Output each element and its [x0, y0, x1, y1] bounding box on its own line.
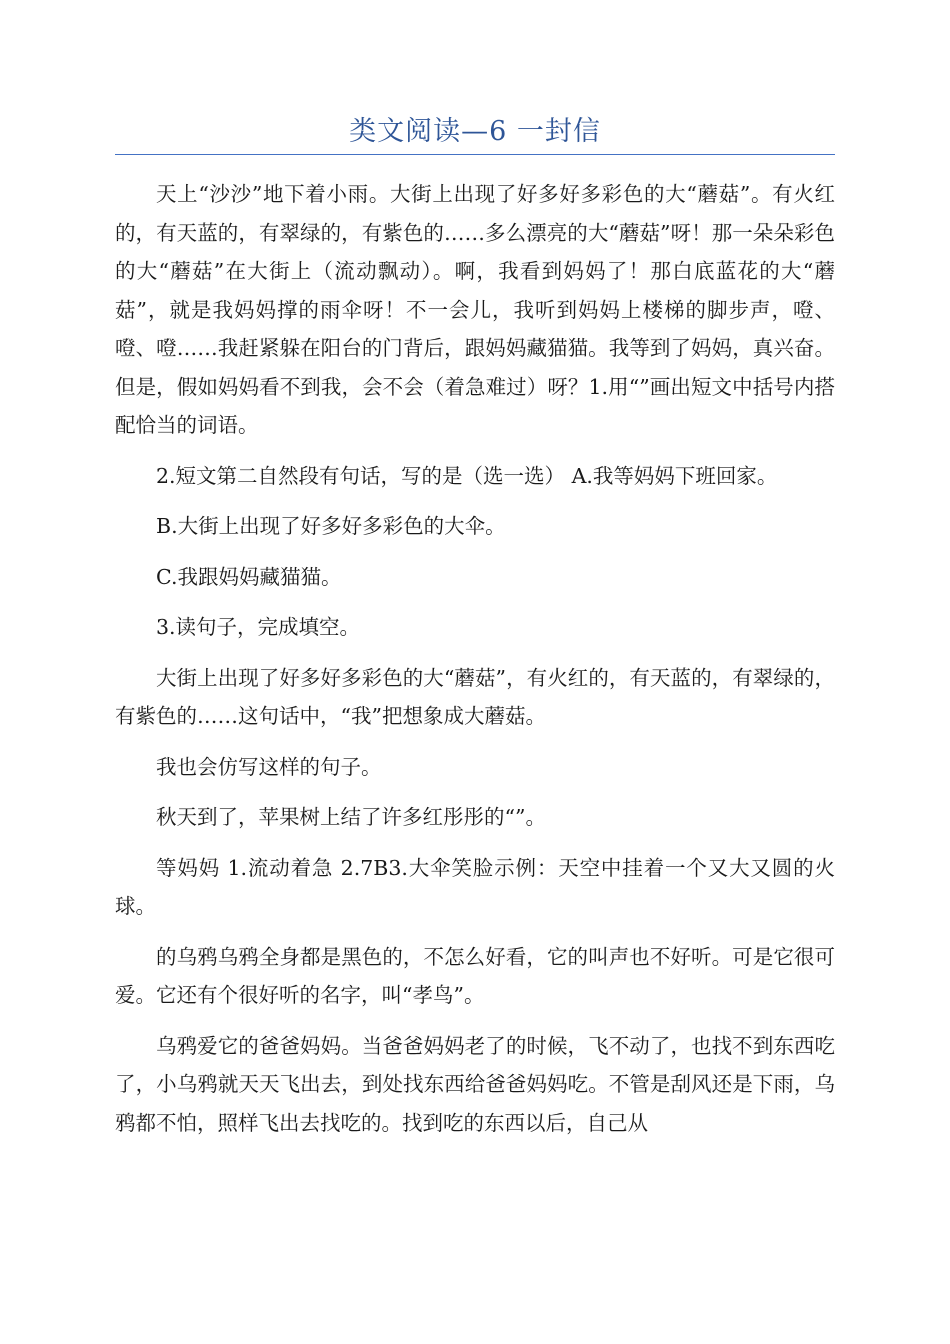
paragraph-answers: 等妈妈 1.流动着急 2.7B3.大伞笑脸示例：天空中挂着一个又大又圆的火球。 — [115, 855, 835, 918]
document-title: 类文阅读—6 一封信 — [349, 116, 601, 147]
paragraph-imitate: 我也会仿写这样的句子。 — [156, 754, 382, 779]
paragraph-crow-story: 乌鸦爱它的爸爸妈妈。当爸爸妈妈老了的时候，飞不动了，也找不到东西吃了，小乌鸦就天天飞出去，到处找东西给爸爸妈妈吃。不管是刮风还是下雨，乌鸦都不怕，照样飞出去找吃的。找到吃的东西以后，自己从 — [115, 1033, 835, 1135]
paragraph-question-3: 3.读句子，完成填空。 — [156, 615, 361, 639]
title-underline — [115, 154, 835, 155]
paragraph-question-2: 2.短文第二自然段有句话，写的是（选一选） A.我等妈妈下班回家。 — [156, 463, 778, 488]
paragraph-option-c: C.我跟妈妈藏猫猫。 — [156, 564, 342, 589]
document-body — [115, 175, 835, 1154]
paragraph-crow-intro: 的乌鸦乌鸦全身都是黑色的，不怎么好看，它的叫声也不好听。可是它很可爱。它还有个很好听的名字，叫“孝鸟”。 — [115, 944, 835, 1007]
paragraph-autumn: 秋天到了，苹果树上结了许多红彤彤的“”。 — [156, 805, 546, 829]
paragraph-option-b: B.大街上出现了好多好多彩色的大伞。 — [156, 514, 506, 538]
paragraph-story: 天上“沙沙”地下着小雨。大街上出现了好多好多彩色的大“蘑菇”。有火红的，有天蓝的，有翠绿的，有紫色的……多么漂亮的大“蘑菇”呀！那一朵朵彩色的大“蘑菇”在大街上（流动飘动）。啊，我看到妈妈了！那白底蓝花的大“蘑菇”，就是我妈妈撑的雨伞呀！不一会儿，我听到妈妈上楼梯的脚步声，噔、噔、噔……我赶紧躲在阳台的门背后，跟妈妈藏猫猫。我等到了妈妈，真兴奋。但是，假如妈妈看不到我，会不会（着急难过）呀？1.用“”画出短文中括号内搭配恰当的词语。 — [115, 182, 835, 437]
paragraph-sentence: 大街上出现了好多好多彩色的大“蘑菇”，有火红的，有天蓝的，有翠绿的，有紫色的……这句话中，“我”把想象成大蘑菇。 — [115, 665, 835, 728]
